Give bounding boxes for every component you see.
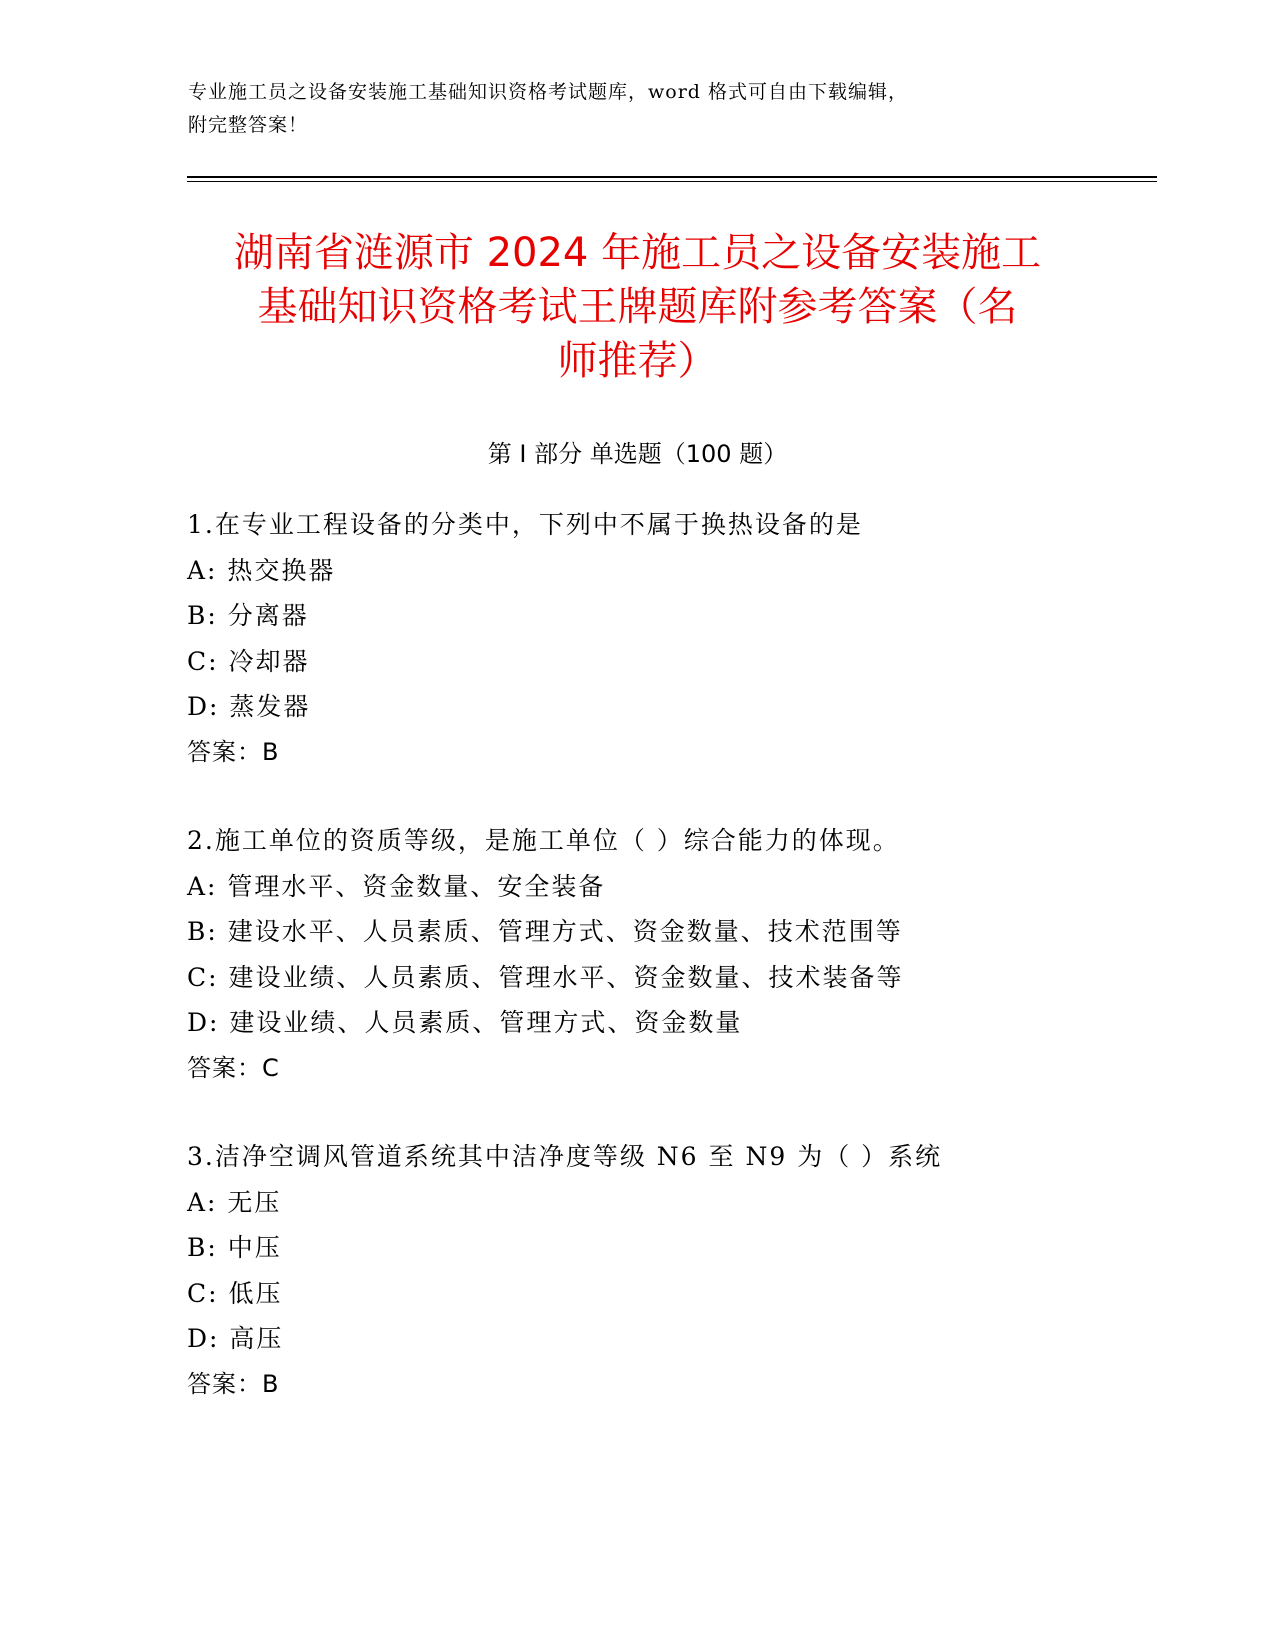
document-title-line1: 湖南省涟源市 2024 年施工员之设备安装施工 bbox=[233, 230, 1042, 276]
header-note bbox=[188, 76, 1088, 142]
option-a: A: 热交换器 bbox=[187, 555, 336, 585]
question-stem: 1.在专业工程设备的分类中，下列中不属于换热设备的是 bbox=[187, 510, 863, 539]
answer-label: 答案：B bbox=[187, 737, 280, 766]
header-note-line2: 附完整答案！ bbox=[188, 114, 309, 136]
answer-label: 答案：B bbox=[187, 1369, 280, 1398]
question-block-2 bbox=[187, 818, 1147, 1091]
option-b: B: 分离器 bbox=[187, 601, 309, 630]
question-stem: 2.施工单位的资质等级，是施工单位（ ）综合能力的体现。 bbox=[187, 826, 900, 855]
option-b: B: 中压 bbox=[187, 1233, 282, 1262]
document-title-line3: 师推荐） bbox=[557, 338, 718, 384]
option-c: C: 建设业绩、人员素质、管理水平、资金数量、技术装备等 bbox=[187, 962, 904, 992]
section-title: 第 I 部分 单选题（100 题） bbox=[487, 440, 788, 468]
option-a: A: 无压 bbox=[187, 1187, 282, 1217]
option-a: A: 管理水平、资金数量、安全装备 bbox=[187, 871, 606, 901]
header-note-line1: 专业施工员之设备安装施工基础知识资格考试题库，word 格式可自由下载编辑， bbox=[188, 81, 908, 103]
option-d: D: 蒸发器 bbox=[187, 692, 311, 721]
option-d: D: 高压 bbox=[187, 1324, 284, 1353]
answer-label: 答案：C bbox=[187, 1053, 280, 1082]
option-b: B: 建设水平、人员素质、管理方式、资金数量、技术范围等 bbox=[187, 917, 903, 946]
option-d: D: 建设业绩、人员素质、管理方式、资金数量 bbox=[187, 1008, 743, 1037]
option-c: C: 冷却器 bbox=[187, 646, 310, 676]
option-c: C: 低压 bbox=[187, 1278, 283, 1308]
header-divider-thin bbox=[187, 181, 1157, 182]
question-block-1 bbox=[187, 502, 1147, 775]
header-divider-thick bbox=[187, 176, 1157, 178]
document-title bbox=[170, 226, 1105, 388]
question-stem: 3.洁净空调风管道系统其中洁净度等级 N6 至 N9 为（ ）系统 bbox=[187, 1142, 943, 1171]
document-title-line2: 基础知识资格考试王牌题库附参考答案（名 bbox=[257, 284, 1018, 330]
question-block-3 bbox=[187, 1134, 1147, 1407]
